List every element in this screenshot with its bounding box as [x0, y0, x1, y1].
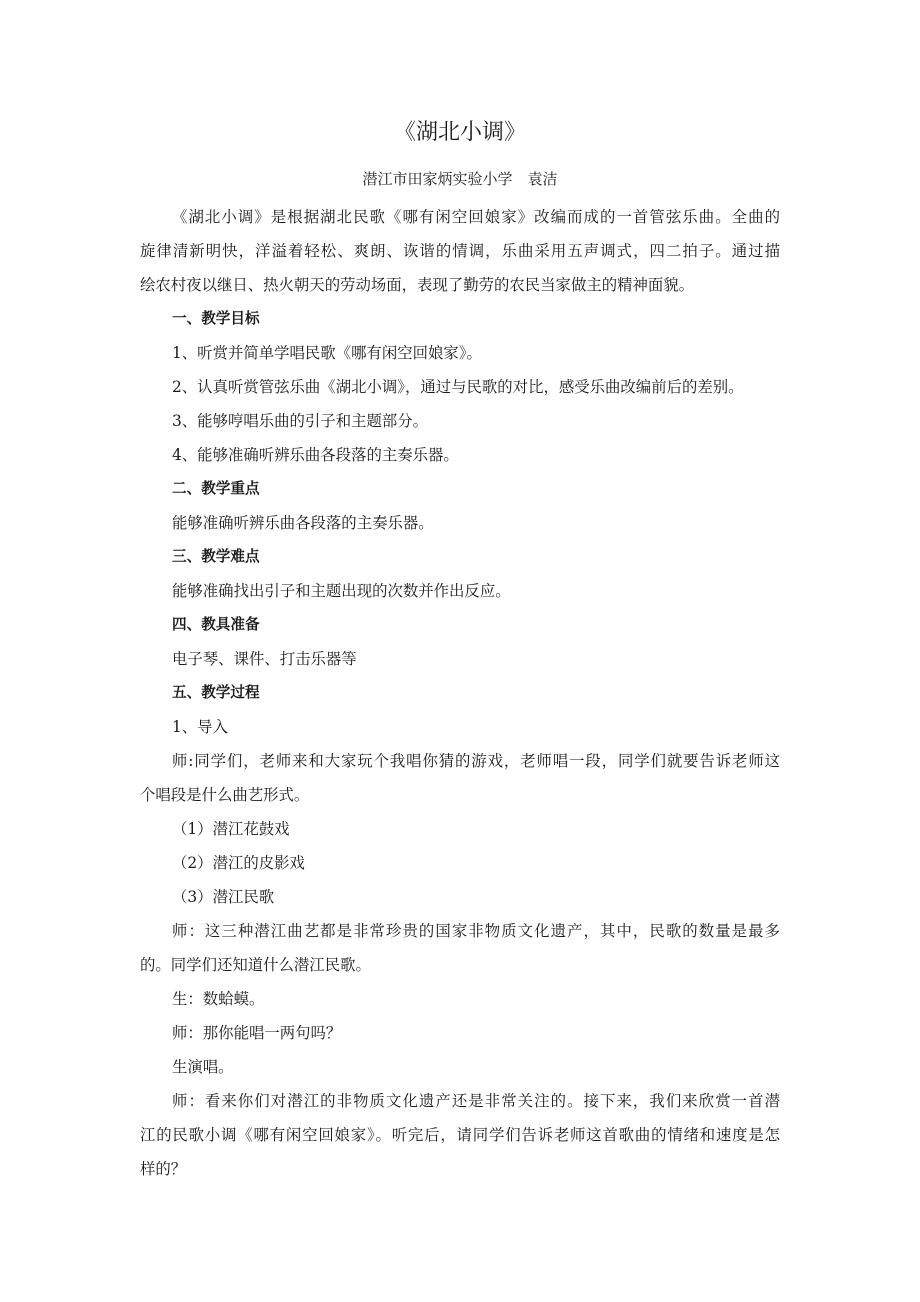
list-item: 1、听赏并简单学唱民歌《哪有闲空回娘家》。	[172, 344, 482, 362]
intro-line: 《湖北小调》是根据湖北民歌《哪有闲空回娘家》改编而成的一首管弦乐曲。全曲的	[172, 208, 780, 226]
dialogue-line: 生：数蛤蟆。	[172, 990, 265, 1008]
dialogue-line: 师：这三种潜江曲艺都是非常珍贵的国家非物质文化遗产，其中，民歌的数量是最多	[172, 922, 780, 940]
section-heading-materials: 四、教具准备	[172, 616, 260, 633]
dialogue-line: 师：那你能唱一两句吗？	[172, 1024, 342, 1042]
dialogue-line: 师:同学们，老师来和大家玩个我唱你猜的游戏，老师唱一段，同学们就要告诉老师这	[172, 752, 780, 770]
subsection-title: 1、导入	[172, 718, 228, 736]
section-text: 能够准确找出引子和主题出现的次数并作出反应。	[172, 582, 511, 600]
option-item: （3）潜江民歌	[172, 888, 275, 906]
dialogue-line: 生演唱。	[172, 1058, 234, 1076]
intro-line: 绘农村夜以继日、热火朝天的劳动场面，表现了勤劳的农民当家做主的精神面貌。	[140, 276, 695, 294]
section-heading-key-points: 二、教学重点	[172, 480, 260, 497]
document-title: 《湖北小调》	[393, 120, 526, 145]
section-text: 能够准确听辨乐曲各段落的主奏乐器。	[172, 514, 434, 532]
option-item: （2）潜江的皮影戏	[172, 854, 305, 872]
list-item: 4、能够准确听辨乐曲各段落的主奏乐器。	[172, 446, 459, 464]
list-item: 2、认真听赏管弦乐曲《湖北小调》，通过与民歌的对比，感受乐曲改编前后的差别。	[172, 378, 744, 396]
dialogue-line: 样的？	[140, 1160, 187, 1178]
dialogue-line: 师：看来你们对潜江的非物质文化遗产还是非常关注的。接下来，我们来欣赏一首潜	[172, 1092, 780, 1110]
option-item: （1）潜江花鼓戏	[172, 820, 290, 838]
section-heading-objectives: 一、教学目标	[172, 310, 260, 327]
list-item: 3、能够哼唱乐曲的引子和主题部分。	[172, 412, 429, 430]
document-subtitle: 潜江市田家炳实验小学 袁洁	[362, 170, 558, 188]
section-heading-process: 五、教学过程	[172, 684, 260, 701]
intro-line: 旋律清新明快，洋溢着轻松、爽朗、诙谐的情调，乐曲采用五声调式，四二拍子。通过描	[140, 242, 780, 260]
dialogue-line: 的。同学们还知道什么潜江民歌。	[140, 956, 371, 974]
dialogue-line: 江的民歌小调《哪有闲空回娘家》。听完后，请同学们告诉老师这首歌曲的情绪和速度是怎	[140, 1126, 780, 1144]
dialogue-line: 个唱段是什么曲艺形式。	[140, 786, 310, 804]
section-text: 电子琴、课件、打击乐器等	[172, 650, 357, 668]
section-heading-difficulties: 三、教学难点	[172, 548, 260, 565]
